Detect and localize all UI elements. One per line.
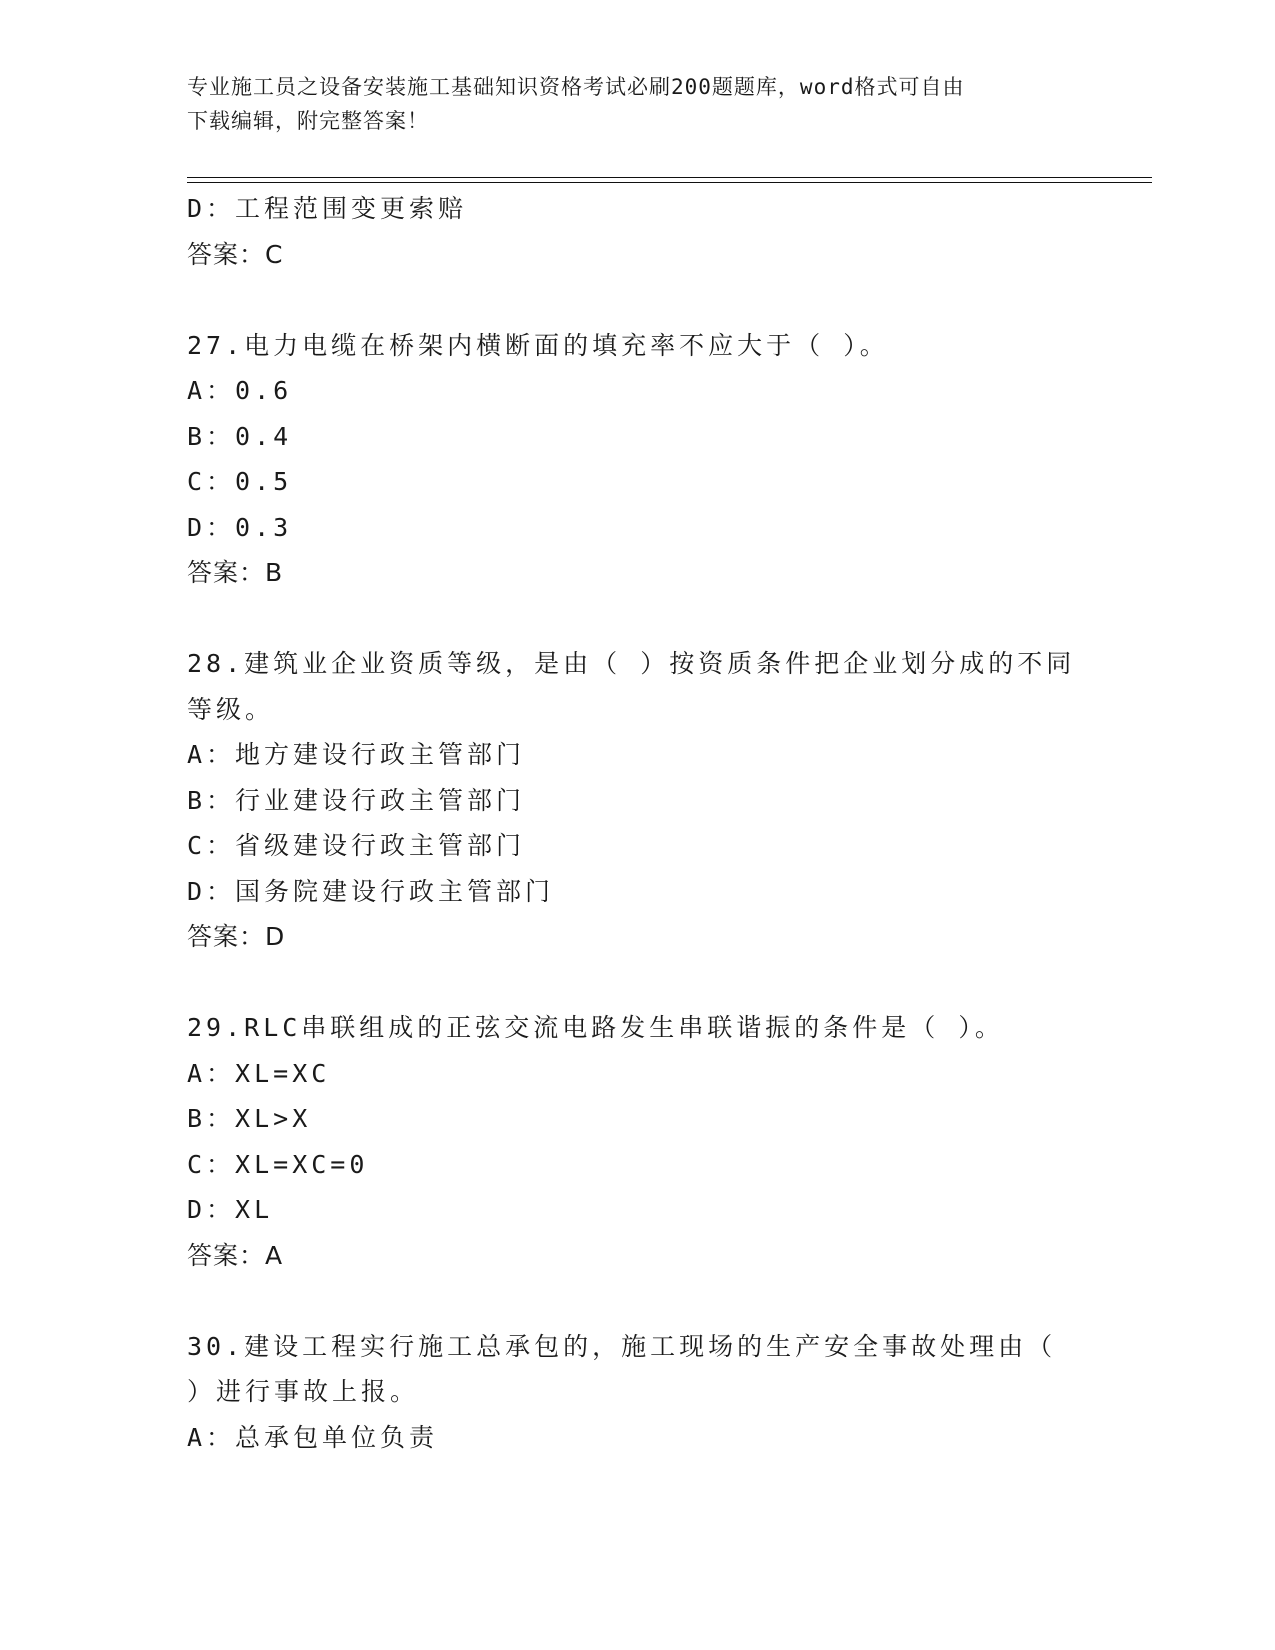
header-line-1: 专业施工员之设备安装施工基础知识资格考试必刷200题题库，word格式可自由	[187, 75, 965, 99]
option-d: D：国务院建设行政主管部门	[187, 876, 555, 906]
option-c: C：省级建设行政主管部门	[187, 831, 526, 860]
header-line-2: 下载编辑，附完整答案！	[187, 109, 429, 133]
option-d: D：工程范围变更索赔	[187, 194, 468, 223]
question-list	[187, 186, 1087, 1460]
question-28	[187, 641, 1087, 960]
answer: 答案：A	[187, 1240, 284, 1270]
answer: 答案：C	[187, 239, 284, 269]
question-stem: 30.建设工程实行施工总承包的，施工现场的生产安全事故处理由（	[187, 1331, 1057, 1361]
option-b: B：XL>X	[187, 1104, 312, 1133]
option-a: A：总承包单位负责	[187, 1422, 439, 1452]
question-30	[187, 1324, 1087, 1461]
option-d: D：XL	[187, 1195, 274, 1224]
question-stem: 28.建筑业企业资质等级，是由（ ）按资质条件把企业划分成的不同	[187, 649, 1076, 678]
spacer	[187, 596, 1087, 642]
question-27	[187, 323, 1087, 596]
spacer	[187, 277, 1087, 323]
question-29	[187, 1005, 1087, 1278]
option-a: A：地方建设行政主管部门	[187, 740, 526, 769]
option-b: B：0.4	[187, 421, 293, 451]
question-stem: 27.电力电缆在桥架内横断面的填充率不应大于（ ）。	[187, 330, 889, 360]
option-d: D：0.3	[187, 512, 293, 542]
answer: 答案：B	[187, 558, 284, 587]
option-c: C：XL=XC=0	[187, 1149, 369, 1179]
document-header	[187, 70, 1087, 138]
question-stem: 29.RLC串联组成的正弦交流电路发生串联谐振的条件是（ ）。	[187, 1013, 1004, 1042]
option-a: A：XL=XC	[187, 1058, 331, 1088]
header-divider-top	[187, 177, 1152, 178]
question-stem-continued: 等级。	[187, 694, 275, 724]
spacer	[187, 960, 1087, 1006]
option-a: A：0.6	[187, 376, 293, 405]
answer: 答案：D	[187, 922, 286, 951]
header-divider-bottom	[187, 182, 1152, 183]
option-b: B：行业建设行政主管部门	[187, 785, 526, 815]
question-stem-continued: ）进行事故上报。	[187, 1377, 420, 1406]
previous-question-tail	[187, 186, 1087, 277]
spacer	[187, 1278, 1087, 1324]
option-c: C：0.5	[187, 467, 293, 496]
